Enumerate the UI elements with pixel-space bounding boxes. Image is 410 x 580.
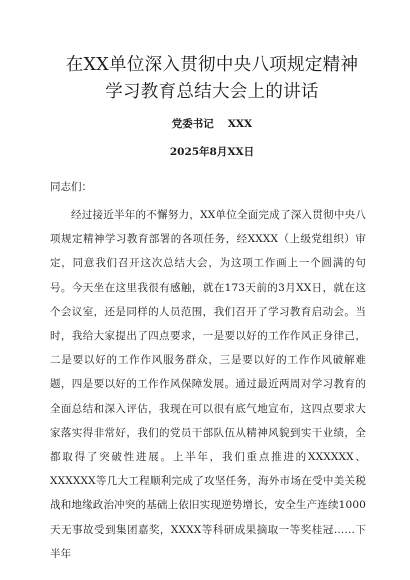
title-line-2: 学习教育总结大会上的讲话	[105, 82, 319, 102]
document-title	[58, 52, 366, 106]
salutation: 同志们：	[50, 181, 92, 193]
title-line-1: 在XX单位深入贯彻中央八项规定精神	[65, 55, 359, 75]
author-role: 党委书记	[171, 118, 214, 130]
document-date: 2025年8月XX日	[169, 146, 255, 158]
body-paragraph: 经过接近半年的不懈努力，XX单位全面完成了深入贯彻中央八项规定精神学习教育部署的各项任务，经XXXX（上级党组织）审定，同意我们召开这次总结大会，为这项工作画上一个圆满的句号。今天坐在这里我很有感触，就在173天前的3月XX日，就在这个会议室，还是同样的人员范围，我们召开了学习教育启动会。当时，我给大家提出了四点要求，一是要以好的工作作风正身律己，二是要以好的工作作风服务群众，三是要以好的工作作风破解难题，四是要以好的工作作风保障发展。通过最近两周对学习教育的全面总结和深入评估，我现在可以很有底气地宣布，这四点要求大家落实得非常好，我们的党员干部队伍从精神风貌到实干业绩，全都取得了突破性进展。上半年，我们重点推进的XXXXXX、XXXXXX等几大工程顺利完成了攻坚任务，海外市场在受中美关税战和地缘政治冲突的基础上依旧实现逆势增长，安全生产连续1000天无事故受到集团嘉奖，XXXX等科研成果摘取一等奖桂冠……下半年	[50, 209, 366, 560]
author-name: XXX	[227, 118, 253, 130]
author-byline	[58, 116, 366, 132]
